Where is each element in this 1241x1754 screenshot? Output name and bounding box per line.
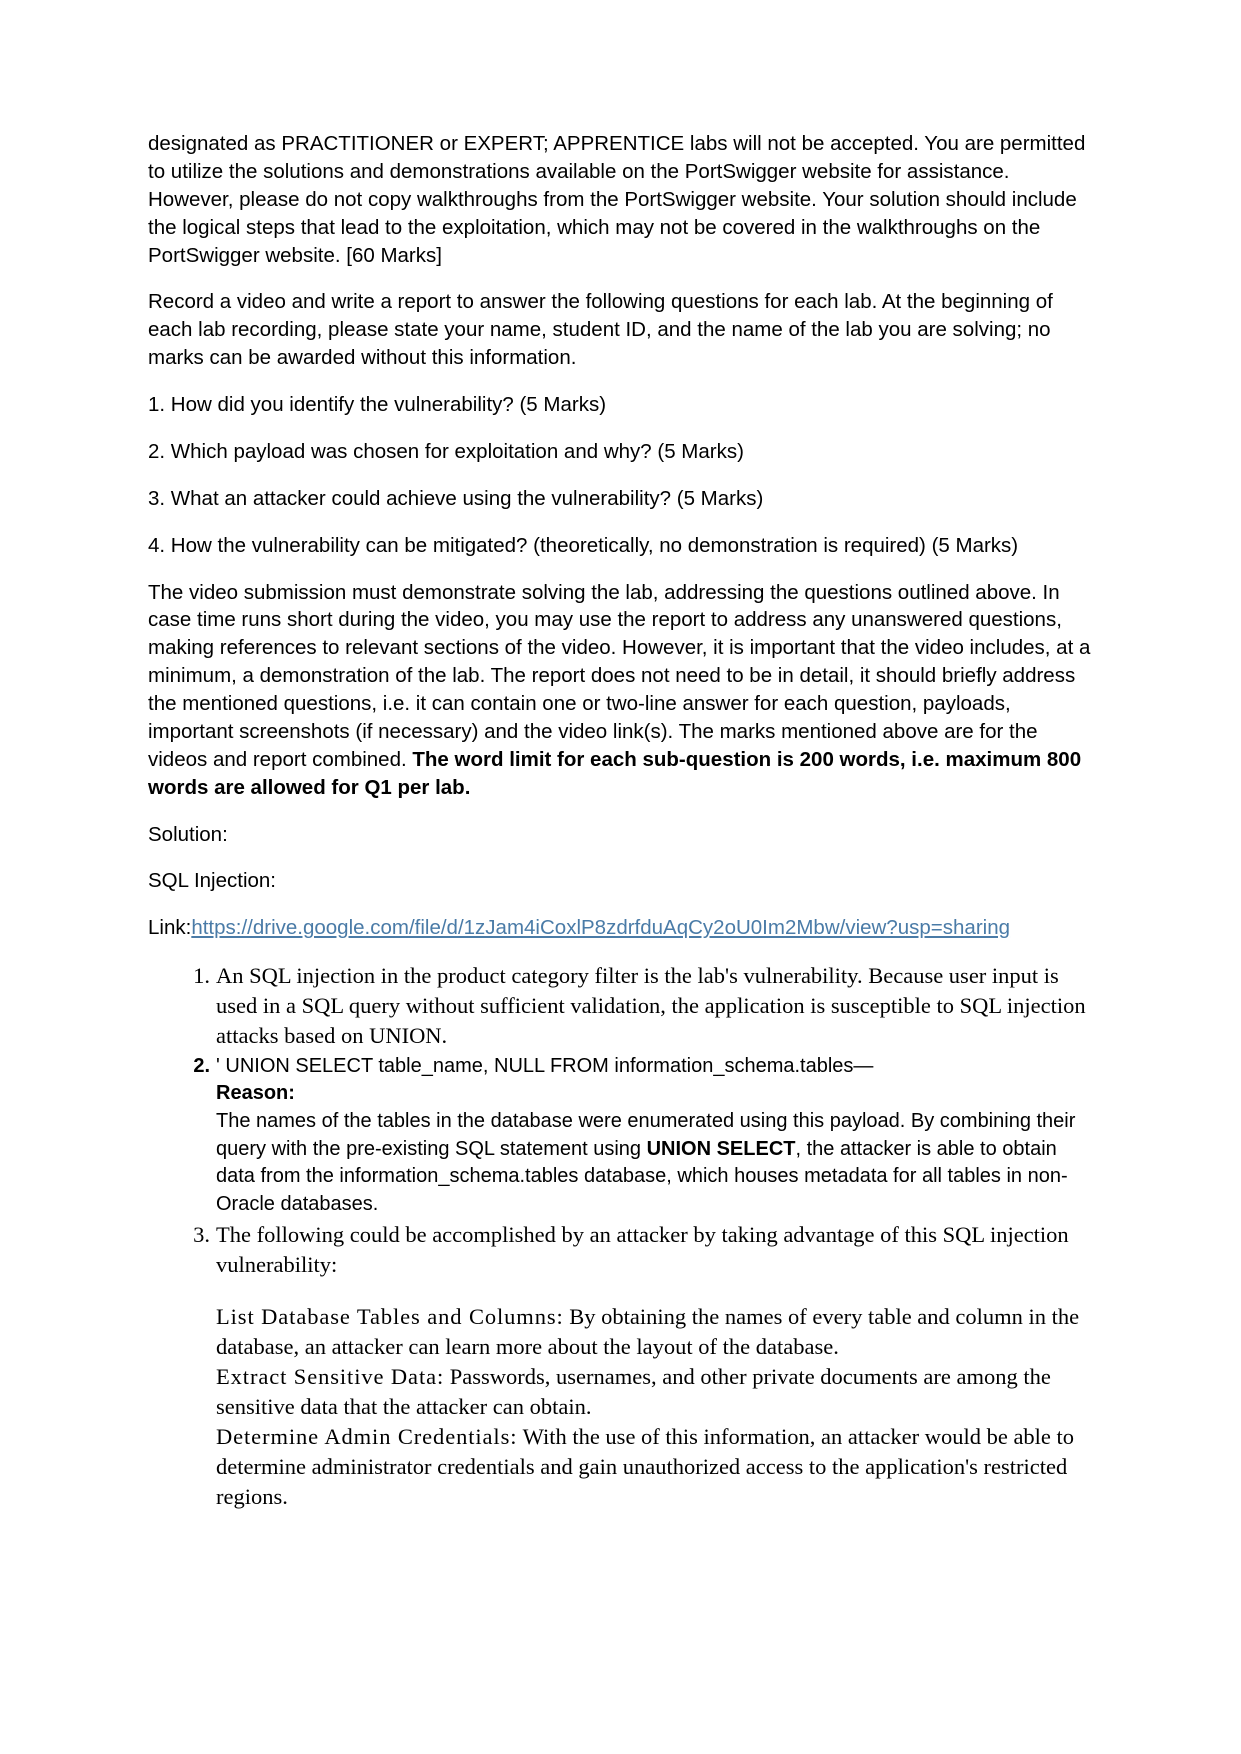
paragraph-intro: designated as PRACTITIONER or EXPERT; APPRENTICE labs will not be accepted. You are permitted to utilize the solutions and demonstrations available on the PortSwigger website for assistance. However, please do not copy walkthroughs from the PortSwigger website. Your solution should include the logical steps that lead to the exploitation, which may not be covered in the walkthroughs on the PortSwigger website. [60 Marks] [148,132,1086,267]
answers-list [148,961,1093,1512]
paragraph-record-video: Record a video and write a report to answer the following questions for each lab. At the beginning of each lab recording, please state your name, student ID, and the name of the lab you are solving; no marks can be awarded without this information. [148,290,1053,370]
answer-1-text: An SQL injection in the product category filter is the lab's vulnerability. Because user input is used in a SQL query without sufficient validation, the application is susceptible to SQL injection attacks based on UNION. [216,963,1086,1048]
solution-label: Solution: [148,822,228,846]
question-1: 1. How did you identify the vulnerability? (5 Marks) [148,393,607,416]
answer-3-bullet-3 [216,1422,1093,1512]
answer-2-payload: ' UNION SELECT table_name, NULL FROM information_schema.tables— [216,1054,874,1077]
answer-2-reason-part2: , the attacker is able to obtain data from the information_schema.tables database, which houses metadata for all tables in non-Oracle databases. [216,1137,1068,1215]
answer-3-bullet-2-label: Extract Sensitive Data: [216,1364,445,1390]
answer-2-reason-part1: The names of the tables in the database were enumerated using this payload. By combining their query with the pre-existing SQL statement using [216,1110,1076,1160]
question-2: 2. Which payload was chosen for exploitation and why? (5 Marks) [148,439,744,463]
video-submission-text: The video submission must demonstrate solving the lab, addressing the questions outlined above. In case time runs short during the video, you may use the report to address any unanswered questions, making references to relevant sections of the video. However, it is important that the video includes, at a minimum, a demonstration of the lab. The report does not need to be in detail, it should briefly address the mentioned questions, i.e. it can contain one or two-line answer for each question, payloads, important screenshots (if necessary) and the video link(s). The marks mentioned above are for the videos and report combined. [148,580,1091,771]
answer-3-bullets [216,1302,1093,1511]
answer-3-bullet-1-text: By obtaining the names of every table and column in the database, an attacker can learn more about the layout of the database. [216,1304,1080,1360]
answer-3-bullet-2 [216,1362,1093,1422]
video-link[interactable]: https://drive.google.com/file/d/1zJam4iCoxlP8zdrfduAqCy2oU0Im2Mbw/view?usp=sharing [191,916,1011,940]
answer-item-1 [216,961,1093,1051]
answer-3-bullet-3-label: Determine Admin Credentials: [216,1423,518,1449]
answer-3-bullet-2-text: Passwords, usernames, and other private documents are among the sensitive data that the attacker can obtain. [216,1364,1051,1420]
question-3: 3. What an attacker could achieve using the vulnerability? (5 Marks) [148,486,764,510]
spacer [216,1280,1093,1302]
answer-3-intro: The following could be accomplished by an attacker by taking advantage of this SQL injection vulnerability: [216,1222,1069,1278]
word-limit-note: The word limit for each sub-question is 200 words, i.e. maximum 800 words are allowed for Q1 per lab. [148,747,1082,799]
section-label-sql-injection: SQL Injection: [148,869,277,893]
answer-3-bullet-1-label: List Database Tables and Columns: [216,1304,564,1330]
link-prefix-label: Link: [148,916,192,940]
video-link-line [148,914,1093,942]
answer-2-reason-emphasis: UNION SELECT [646,1137,796,1160]
answer-item-3 [216,1220,1093,1511]
question-4: 4. How the vulnerability can be mitigated? (theoretically, no demonstration is required) (5 Marks) [148,533,1019,557]
answer-item-2 [216,1053,1093,1219]
answer-2-reason-label: Reason: [216,1082,295,1105]
answer-3-bullet-1 [216,1302,1093,1362]
answer-3-bullet-3-text: With the use of this information, an attacker would be able to determine administrator credentials and gain unauthorized access to the application's restricted regions. [216,1423,1075,1509]
paragraph-video-submission [148,579,1093,802]
